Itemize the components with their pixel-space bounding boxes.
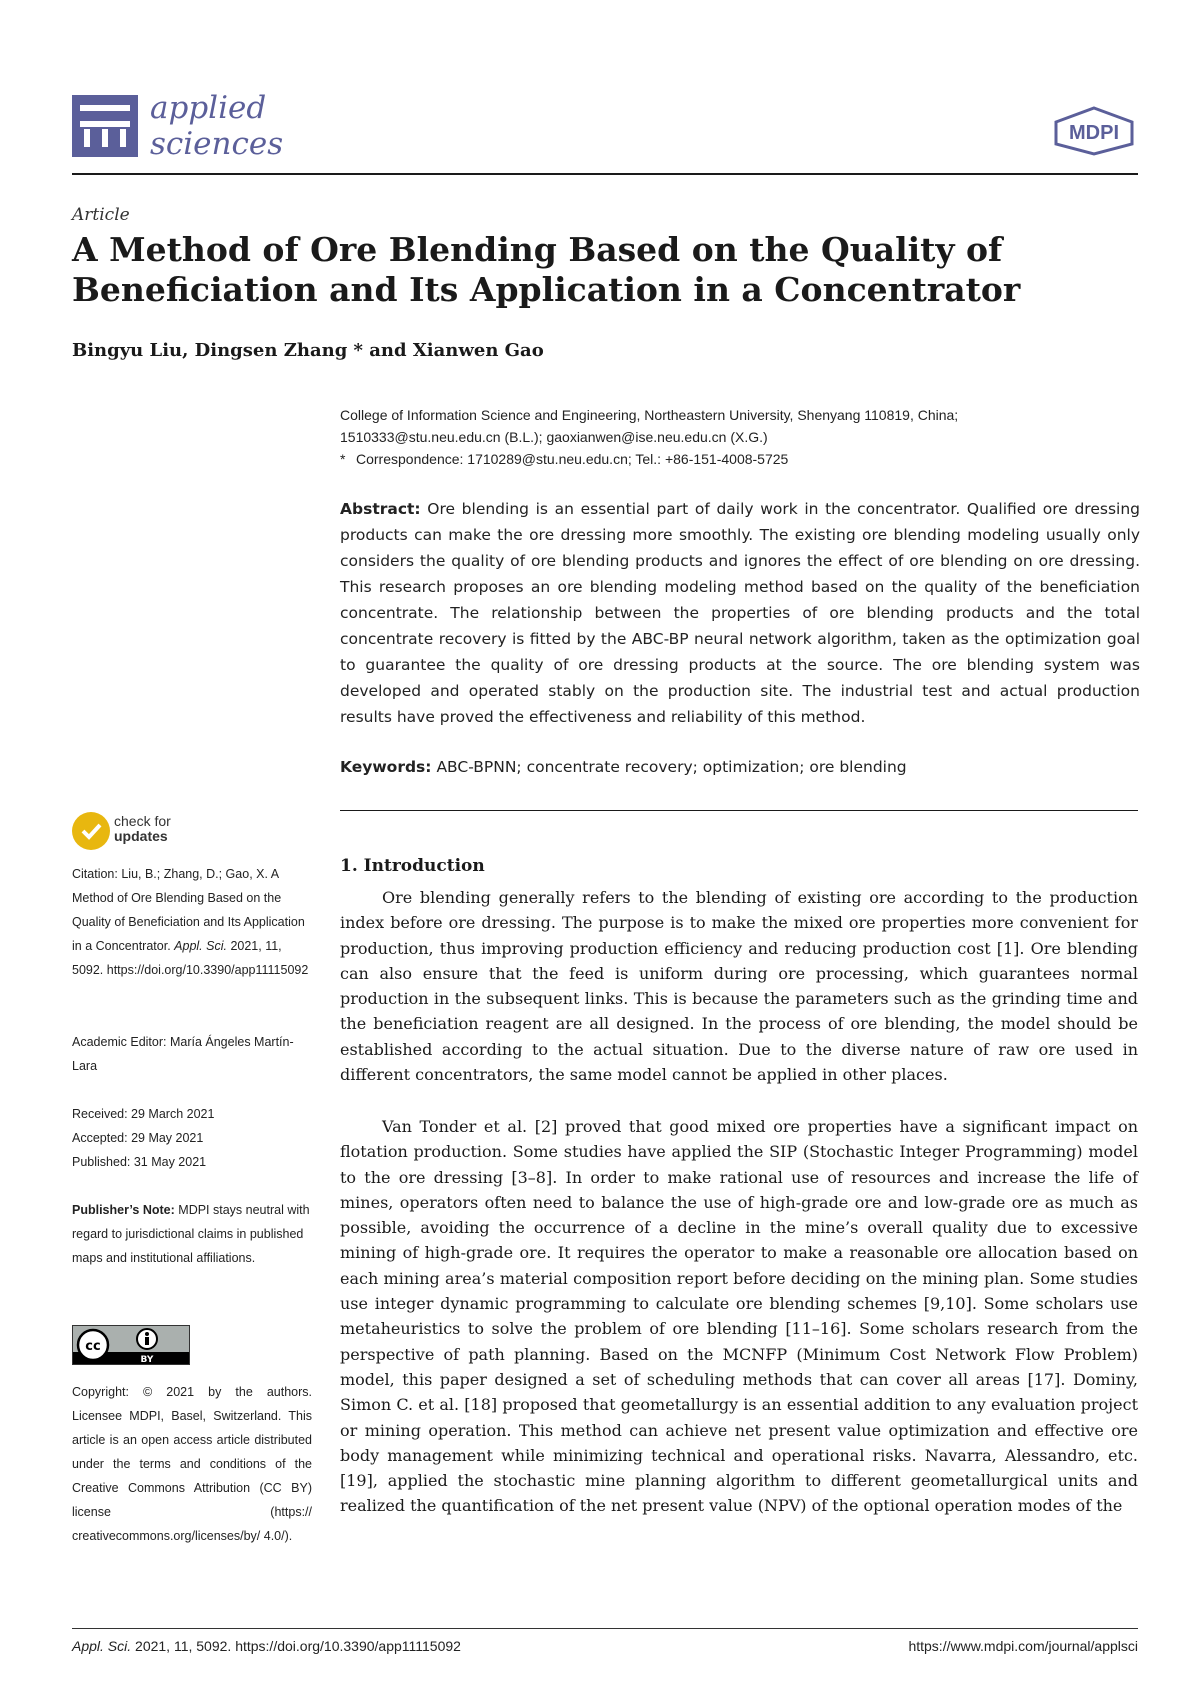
mdpi-logo-icon[interactable] — [1052, 106, 1136, 156]
affiliation-emails[interactable]: 1510333@stu.neu.edu.cn (B.L.); gaoxianwen@ise.neu.edu.cn (X.G.) — [340, 429, 768, 445]
published-date: Published: 31 May 2021 — [72, 1155, 207, 1169]
body-paragraph: Van Tonder et al. [2] proved that good mixed ore properties have a significant impact on flotation production. Some studies have applied the SIP (Stochastic Integer Programming) model to the ore dressing [3–8]. In order to make rational use of resources and increase the life of mines, operators often need to balance the use of high-grade ore and low-grade ore as much as possible, avoiding the occurrence of a decline in the mine’s overall quality due to excessive mining of high-grade ore. It requires the operator to make a reasonable ore allocation based on each mining area’s material composition report before deciding on the mining plan. Some studies use integer dynamic programming to calculate ore blending schemes [9,10]. Some scholars use metaheuristics to solve the problem of ore blending [11–16]. Some scholars research from the perspective of path planning. Based on the MCNFP (Minimum Cost Network Flow Problem) model, this paper designed a set of scheduling methods that can cover all areas [17]. Dominy, Simon C. et al. [18] proposed that geometallurgy is an essential addition to any evaluation project or mining operation. This method can achieve net present value optimization and effective ore body management while minimizing technical and operational risks. Navarra, Alessandro, etc. [19], applied the stochastic mine planning algorithm to different geometallurgical units and realized the quantification of the net present value (NPV) of the optional operation modes of the — [340, 1117, 1138, 1516]
author-list: Bingyu Liu, Dingsen Zhang * and Xianwen Gao — [72, 340, 544, 361]
citation-block — [72, 862, 312, 982]
footer-divider — [72, 1628, 1138, 1629]
svg-text:cc: cc — [85, 1339, 101, 1354]
citation-ref[interactable]: 2021, 11, 5092. https://doi.org/10.3390/app11115092 — [72, 939, 309, 977]
accepted-date: Accepted: 29 May 2021 — [72, 1131, 204, 1145]
affiliation-block — [340, 404, 1140, 470]
cc-label: BY — [140, 1355, 154, 1364]
check-updates-icon — [72, 812, 110, 850]
section-heading: 1. Introduction — [340, 856, 485, 876]
header-divider — [72, 173, 1138, 175]
journal-logo-icon — [72, 95, 138, 157]
article-title: A Method of Ore Blending Based on the Quality of Beneficiation and Its Application in a Concentrator — [72, 230, 1021, 309]
article-type: Article — [72, 205, 130, 225]
academic-editor — [72, 1030, 312, 1078]
affiliation-line: College of Information Science and Engineering, Northeastern University, Shenyang 110819, China; — [340, 407, 959, 423]
abstract — [340, 496, 1140, 730]
abstract-text: Ore blending is an essential part of daily work in the concentrator. Qualified ore dressing products can make the ore dressing more smoothly. The existing ore blending modeling usually only considers the quality of ore blending products and ignores the effect of ore blending on ore dressing. This research proposes an ore blending modeling method based on the quality of the beneficiation concentrate. The relationship between the properties of ore blending products and the total concentrate recovery is fitted by the ABC-BP neural network algorithm, taken as the optimization goal to guarantee the quality of ore dressing products at the source. The ore blending system was developed and operated stably on the production site. The industrial test and actual production results have proved the effectiveness and reliability of this method. — [340, 500, 1140, 726]
section-divider — [340, 810, 1138, 811]
copyright-notice: Copyright: © 2021 by the authors. Licensee MDPI, Basel, Switzerland. This article is an open access article distributed under the terms and conditions of the Creative Commons Attribution (CC BY) license (https:// creativecommons.org/licenses/by/ 4.0/). — [72, 1385, 312, 1543]
footer-journal-url[interactable]: https://www.mdpi.com/journal/applsci — [908, 1638, 1138, 1654]
correspondence-text[interactable]: Correspondence: 1710289@stu.neu.edu.cn; Tel.: +86-151-4008-5725 — [356, 451, 789, 467]
updates-line1: check for — [114, 813, 171, 829]
mdpi-logo-text: MDPI — [1069, 122, 1119, 144]
citation-journal: Appl. Sci. — [174, 939, 227, 953]
pubnote-label: Publisher’s Note: — [72, 1203, 175, 1217]
editor-name: María Ángeles Martín-Lara — [72, 1035, 294, 1073]
footer-journal: Appl. Sci. — [72, 1638, 132, 1654]
received-date: Received: 29 March 2021 — [72, 1107, 215, 1121]
publisher-note — [72, 1198, 312, 1270]
body-paragraph: Ore blending generally refers to the blending of existing ore according to the production index before ore dressing. The purpose is to make the mixed ore properties more convenient for production, thus improving production efficiency and reducing production cost [1]. Ore blending can also ensure that the feed is uniform during ore processing, which guarantees normal production in the subsequent links. This is because the parameters such as the grinding time and the beneficiation reagent are all designed. In the process of ore blending, the model should be established according to the actual situation. Due to the diverse nature of raw ore used in different concentrators, the same model cannot be applied in other places. — [340, 888, 1138, 1085]
keywords — [340, 758, 1140, 776]
journal-name-line1: applied — [150, 90, 267, 126]
keywords-label: Keywords: — [340, 758, 432, 776]
footer-citation — [72, 1638, 461, 1654]
citation-text: Liu, B.; Zhang, D.; Gao, X. A Method of Ore Blending Based on the Quality of Beneficiation and Its Application in a Concentrator. — [72, 867, 305, 953]
pubnote-text: MDPI stays neutral with regard to jurisdictional claims in published maps and institutional affiliations. — [72, 1203, 310, 1265]
keywords-text: ABC-BPNN; concentrate recovery; optimization; ore blending — [436, 758, 907, 776]
dates-block — [72, 1102, 312, 1174]
footer-ref[interactable]: 2021, 11, 5092. https://doi.org/10.3390/app11115092 — [135, 1638, 461, 1654]
cc-by-license-icon[interactable] — [72, 1325, 190, 1365]
updates-line2: updates — [114, 828, 168, 844]
correspondence-star: * — [340, 451, 346, 467]
editor-label: Academic Editor: — [72, 1035, 167, 1049]
citation-label: Citation: — [72, 867, 118, 881]
correspondence-line — [340, 448, 1140, 470]
journal-name — [150, 90, 283, 162]
abstract-label: Abstract: — [340, 500, 421, 518]
journal-name-line2: sciences — [150, 126, 284, 162]
